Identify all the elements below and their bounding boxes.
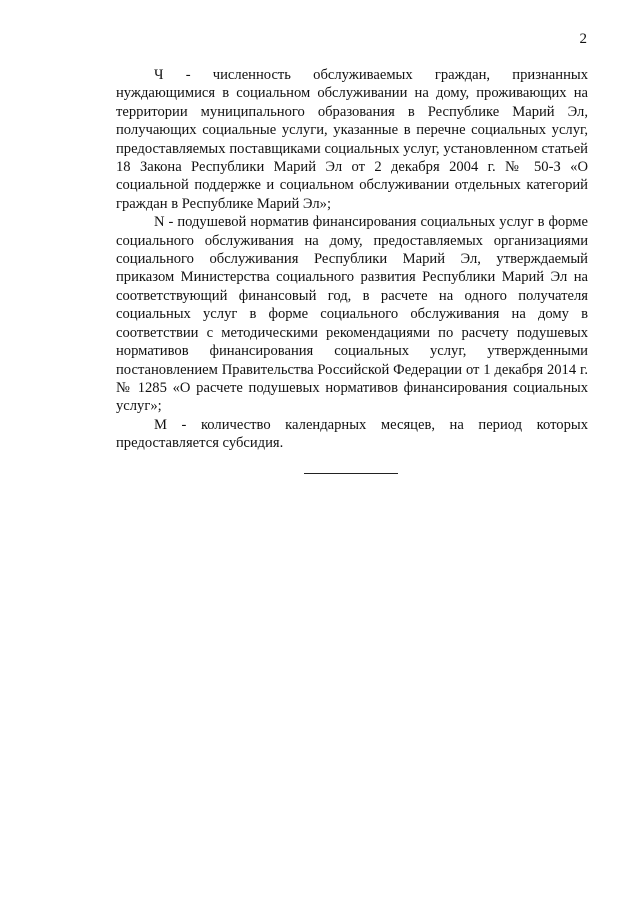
paragraph-ch-definition: Ч - численность обслуживаемых граждан, признанных нуждающимися в социальном обслуживании на дому, проживающих на территории муниципального образования в Республике Марий Эл, получающих социальные услуги, указанные в перечне социальных услуг, предоставляемых поставщиками социальных услуг, установленном статьей 18 Закона Республики Марий Эл от 2 декабря 2004 г. № 50-З «О социальной поддержке и социальном обслуживании отдельных категорий граждан в Республике Марий Эл»; (116, 67, 588, 212)
paragraph-n-definition: N - подушевой норматив финансирования социальных услуг в форме социального обслуживания на дому, предоставляемых организациями социального обслуживания Республики Марий Эл, утверждаемый приказом Министерства социального развития Республики Марий Эл на соответствующий финансовый год, в расчете на одного получателя социальных услуг в форме социального обслуживания на дому в соответствии с методическими рекомендациями по расчету подушевых нормативов финансирования социальных услуг, утвержденными постановлением Правительства Российской Федерации от 1 декабря 2014 г. № 1285 «О расчете подушевых нормативов финансирования социальных услуг»; (116, 214, 588, 415)
paragraph-m-definition: М - количество календарных месяцев, на период которых предоставляется субсидия. (116, 416, 588, 452)
page-number: 2 (579, 31, 587, 47)
end-separator-line (304, 473, 398, 474)
document-body (116, 66, 588, 453)
